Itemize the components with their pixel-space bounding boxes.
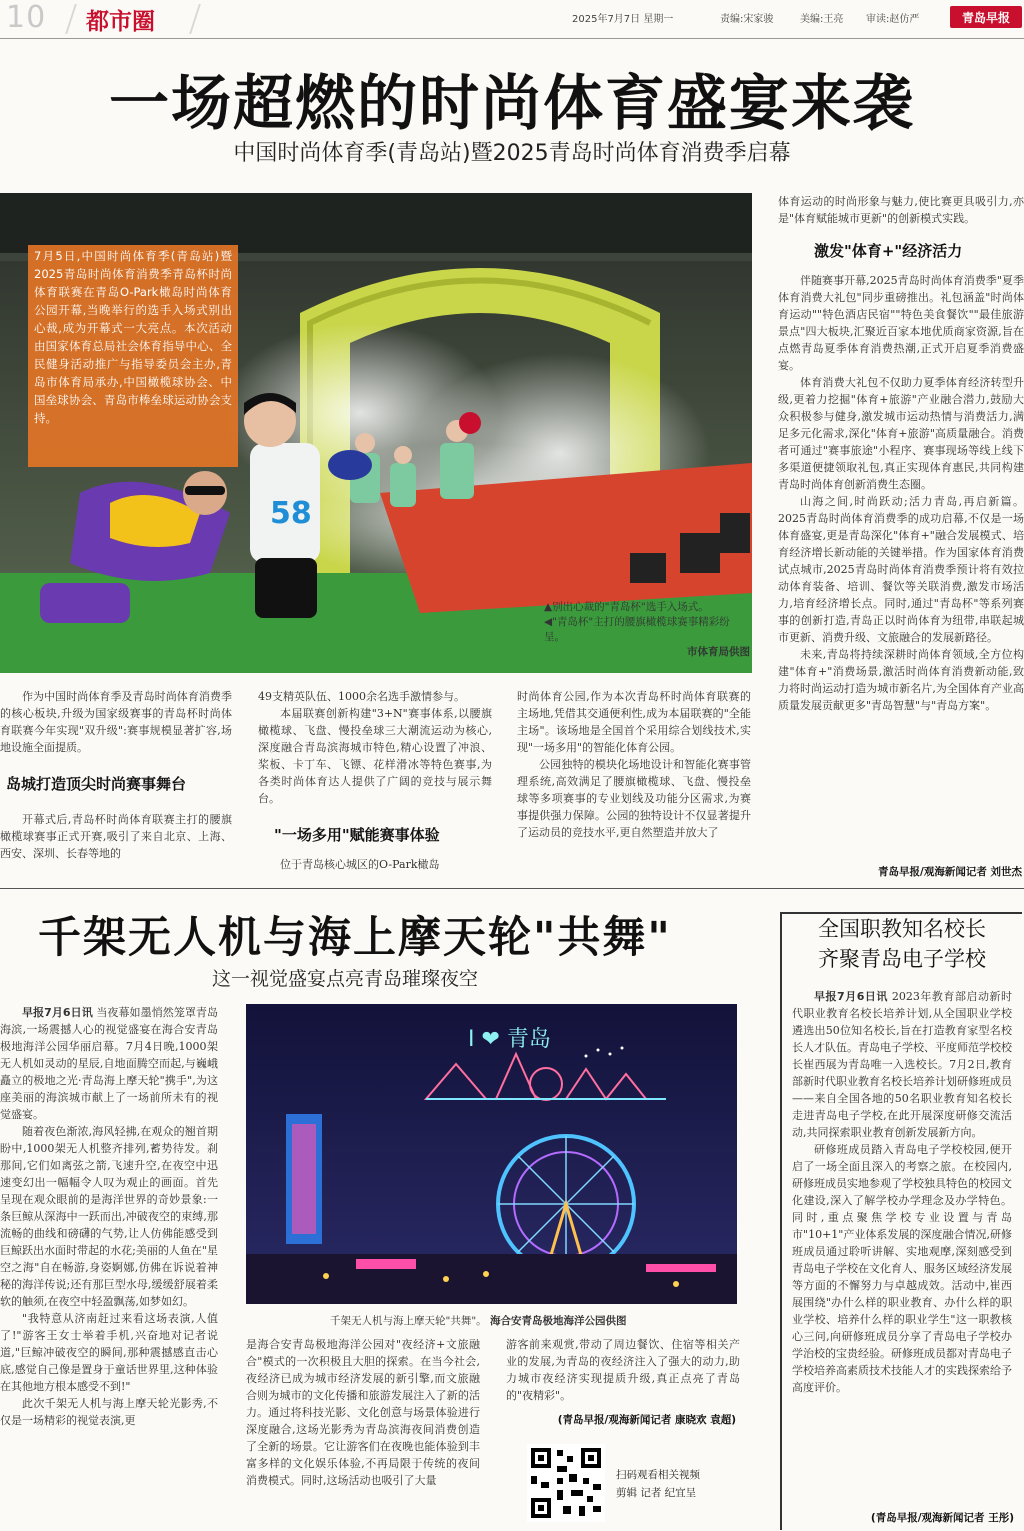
jersey-number: 58	[270, 496, 312, 531]
story1-byline: 青岛早报/观海新闻记者 刘世杰	[878, 866, 1022, 878]
paragraph: "我特意从济南赶过来看这场表演,人值了!"游客王女士举着手机,兴奋地对记者说道,"巨鲸冲破夜空的瞬间,那种震撼感直击心底,感觉自己像是置身于童话世界里,这种体验在其他地方根本感受不到!"	[0, 1312, 218, 1393]
story2-subheadline: 这一视觉盛宴点亮青岛璀璨夜空	[212, 968, 479, 990]
paragraph: 时尚体育公园,作为本次青岛杯时尚体育联赛的主场地,凭借其交通便利性,成为本届联赛的"全能主场"。该场地是全国首个采用综合划线技术,实现"一场多用"的智能化体育公园。	[517, 690, 751, 754]
qr-code-icon	[527, 1444, 605, 1522]
story1-column-3	[517, 688, 751, 884]
paragraph: 研修班成员踏入青岛电子学校校园,便开启了一场全面且深入的考察之旅。在校园内,研修班成员实地参观了学校独具特色的校园文化建设,深入了解学校办学理念及办学特色。同时,重点聚焦学校专业设置与青岛市"10+1"产业体系发展的深度融合情况,研修班成员通过聆听讲解、实地观摩,深刻感受到青岛电子学校在文化育人、服务区域经济发展等方面的不懈努力与卓越成效。活动中,崔西展围绕"办什么样的职业教育、办什么样的职业学校、培养什么样的职业学生"这一职教核心三问,向研修班成员分享了青岛电子学校办学治校的宝贵经验。研修班成员都对青岛电子学校培养高素质技术技能人才的实践探索给予高度评价。	[792, 1143, 1012, 1394]
paragraph: 伴随赛事开幕,2025青岛时尚体育消费季"夏季体育消费大礼包"同步重磅推出。礼包涵盖"时尚体育运动""特色酒店民宿""特色美食餐饮""最佳旅游景点"四大板块,汇聚近百家本地优质商家资源,旨在点燃青岛夏季体育消费热潮,正式开启夏季消费盛宴。	[778, 274, 1024, 372]
story3-byline: (青岛早报/观海新闻记者 王彤)	[870, 1512, 1014, 1524]
story2-column-2	[246, 1336, 480, 1528]
photo-credit: 海合安青岛极地海洋公园供图	[490, 1315, 627, 1327]
drone-show-illustration	[246, 1004, 737, 1304]
paragraph	[792, 988, 1012, 1141]
paragraph: 作为中国时尚体育季及青岛时尚体育消费季的核心板块,升级为国家级赛事的青岛杯时尚体育联赛今年实现"双升级":赛事规模显著扩容,场地设施全面提质。	[0, 690, 232, 754]
paragraph: 49支精英队伍、1000余名选手激情参与。	[258, 690, 465, 703]
dateline: 早报7月6日讯	[22, 1006, 93, 1019]
ferris-wheel	[498, 1136, 634, 1272]
paragraph: 游客前来观赏,带动了周边餐饮、住宿等相关产业的发展,为青岛的夜经济注入了强大的动力,助力城市夜经济实现提质升级,真正点亮了青岛的"夜精彩"。	[506, 1338, 740, 1402]
paragraph	[0, 1004, 218, 1123]
qr-code[interactable]	[527, 1444, 605, 1522]
paragraph: 开幕式后,青岛杯时尚体育联赛主打的腰旗橄榄球赛事正式开赛,吸引了来自北京、上海、西安、深圳、长春等地的	[0, 813, 232, 860]
section-name: 都市圈	[86, 9, 155, 35]
paragraph: 本届联赛创新构建"3+N"赛事体系,以腰旗橄榄球、飞盘、慢投垒球三大潮流运动为核心,深度融合青岛滨海城市特色,精心设置了冲浪、桨板、卡丁车、飞镖、花样滑冰等特色赛事,为各类时尚体育达人提供了广阔的竞技与展示舞台。	[258, 707, 492, 805]
editor-credit: 责编:宋家骏	[720, 14, 774, 25]
headline-line: 齐聚青岛电子学校	[818, 947, 986, 971]
qr-caption-line: 剪辑 记者 纪宜呈	[616, 1487, 697, 1499]
lead-text: 当夜幕如墨悄然笼罩青岛海滨,一场震撼人心的视觉盛宴在海合安青岛极地海洋公园华丽启幕。7月4日晚,1000架无人机如灵动的星辰,自地面腾空而起,与巍峨矗立的极地之光·青岛海上摩天轮"携手",为这座美丽的海滨城市献上了一场前所未有的视觉盛宴。	[0, 1006, 218, 1121]
story1-subheadline: 中国时尚体育季(青岛站)暨2025青岛时尚体育消费季启幕	[233, 141, 791, 166]
story2-column-1	[0, 1004, 218, 1528]
story1-column-2	[258, 688, 492, 884]
story1-photo-caption	[544, 600, 750, 660]
story1-photo-overlay-text: 7月5日,中国时尚体育季(青岛站)暨2025青岛时尚体育消费季青岛杯时尚体育联赛在青岛O-Park橄岛时尚体育公园开幕,当晚举行的选手入场式别出心裁,成为开幕式一大亮点。本次活动由国家体育总局社会体育指导中心、全民健身活动推广与指导委员会主办,青岛市体育局承办,中国橄榄球协会、中国垒球协会、青岛市棒垒球运动协会支持。	[28, 245, 238, 467]
paragraph: 体育运动的时尚形象与魅力,使比赛更具吸引力,亦是"体育赋能城市更新"的创新模式实践。	[778, 195, 1024, 225]
paragraph: 山海之间,时尚跃动;活力青岛,再启新篇。2025青岛时尚体育消费季的成功启幕,不仅是一场体育盛宴,更是青岛深化"体育+"融合发展模式、培育经济增长新动能的关键举措。作为国家体育消费试点城市,2025青岛时尚体育消费季预计将有效拉动体育装备、培训、餐饮等关联消费,激发市场活力,培育经济增长点。同时,通过"青岛杯"等系列赛事的创新打造,青岛正以时尚体育为纽带,串联起城市更新、消费升级、文旅融合的发展新路径。	[778, 495, 1024, 644]
story1-subhead-3: 激发"体育+"经济活力	[814, 242, 963, 260]
art-editor-credit: 美编:王亮	[800, 14, 844, 25]
paragraph: 随着夜色渐浓,海风轻拂,在观众的翘首期盼中,1000架无人机整齐排列,蓄势待发。刹那间,它们如离弦之箭,飞速升空,在夜空中迅速变幻出一幅幅令人叹为观止的画面。首先呈现在观众眼前的是海洋世界的奇妙景象:一条巨鲸从深海中一跃而出,冲破夜空的束缚,那流畅的曲线和磅礴的气势,让人仿佛能感受到巨鲸跃出水面时带起的水花;美丽的人鱼在"星空之海"自在畅游,身姿婀娜,仿佛在诉说着神秘的海洋传说;还有那巨型水母,缓缓舒展着柔软的触须,在夜空中轻盈飘荡,如梦如幻。	[0, 1125, 218, 1308]
section-divider	[0, 888, 1024, 889]
photo-credit: 市体育局供图	[687, 646, 750, 658]
lead-text: 2023年教育部启动新时代职业教育名校长培养计划,从全国职业学校遴选出50位知名校长,旨在打造教育家型名校长人才队伍。青岛电子学校、平度师范学校校长崔西展为青岛唯一入选校长。7月2日,教育部新时代职业教育名校长培养计划研修班成员——来自全国各地的50名职业教育知名校长走进青岛电子学校,在此开展深度研修交流活动,共同探索职业教育创新发展新方向。	[792, 990, 1012, 1139]
caption-line: ◀"青岛杯"主打的腰旗橄榄球赛事精彩纷呈。	[544, 616, 730, 643]
paragraph: 体育消费大礼包不仅助力夏季体育经济转型升级,更着力挖掘"体育+旅游"产业融合潜力,鼓励大众积极参与健身,激发城市运动热情与消费活力,满足多元化需求,深化"体育+旅游"高质量融合。消费者可通过"赛事旅途"小程序、赛事现场等线上线下多渠道便捷领取礼包,真正实现体育惠民,共同构建青岛时尚体育创新消费生态圈。	[778, 376, 1024, 491]
paragraph: 未来,青岛将持续深耕时尚体育领域,全方位构建"体育+"消费场景,激活时尚体育消费新动能,致力将时尚运动打造为城市新名片,为全国体育产业高质量发展贡献更多"青岛智慧"与"青岛方案"。	[778, 648, 1024, 712]
qr-caption	[616, 1466, 700, 1502]
caption-line: ▲别出心裁的"青岛杯"选手入场式。	[544, 601, 709, 613]
issue-date: 2025年7月7日 星期一	[572, 14, 674, 25]
paragraph: 位于青岛核心城区的O-Park橄岛	[280, 858, 440, 871]
story1-column-right	[778, 193, 1024, 855]
page-number: 10	[6, 0, 47, 35]
story2-photo-caption	[330, 1313, 740, 1328]
paragraph: 此次千架无人机与海上摩天轮光影秀,不仅是一场精彩的视觉表演,更	[0, 1397, 218, 1427]
story1-subhead-2: "一场多用"赋能赛事体验	[274, 826, 440, 844]
drone-sky-text: I ❤ 青岛	[468, 1027, 551, 1052]
headline-line: 全国职教知名校长	[818, 917, 986, 941]
proofreader-credit: 审读:赵仿严	[866, 14, 920, 25]
story1-headline: 一场超燃的时尚体育盛宴来袭	[109, 69, 915, 139]
story1-column-1	[0, 688, 232, 884]
story2-photo	[246, 1004, 737, 1304]
story2-headline: 千架无人机与海上摩天轮"共舞"	[38, 913, 672, 963]
story3-body	[792, 988, 1012, 1508]
caption-text: 千架无人机与海上摩天轮"共舞"。	[330, 1315, 487, 1327]
newspaper-logo: 青岛早报	[950, 6, 1022, 28]
paragraph: 是海合安青岛极地海洋公园对"夜经济+文旅融合"模式的一次积极且大胆的探索。在当今社会,夜经济已成为城市经济发展的新引擎,而文旅融合则为城市的文化传播和旅游发展注入了新的活力。通过将科技光影、文化创意与场景体验进行深度融合,这场光影秀为青岛滨海夜间消费创造了全新的场景。它让游客们在夜晚也能体验到丰富多样的文化娱乐体验,不再局限于传统的夜间消费模式。同时,这场活动也吸引了大量	[246, 1338, 480, 1487]
paragraph: 公园独特的模块化场地设计和智能化赛事管理系统,高效满足了腰旗橄榄球、飞盘、慢投垒球等多项赛事的专业划线及功能分区需求,为赛事提供强力保障。公园的独特设计不仅显著提升了运动员的竞技水平,更自然塑造并放大了	[517, 758, 751, 839]
story1-subhead-1: 岛城打造顶尖时尚赛事舞台	[6, 775, 187, 793]
story2-column-3	[506, 1336, 740, 1412]
dateline: 早报7月6日讯	[814, 990, 888, 1003]
header-rule	[0, 38, 1024, 39]
qr-caption-line: 扫码观看相关视频	[616, 1469, 700, 1481]
story2-byline: (青岛早报/观海新闻记者 康晓欢 袁超)	[557, 1414, 736, 1426]
header-divider	[175, 4, 201, 34]
story3-headline	[780, 914, 1024, 974]
header-divider	[51, 4, 77, 34]
